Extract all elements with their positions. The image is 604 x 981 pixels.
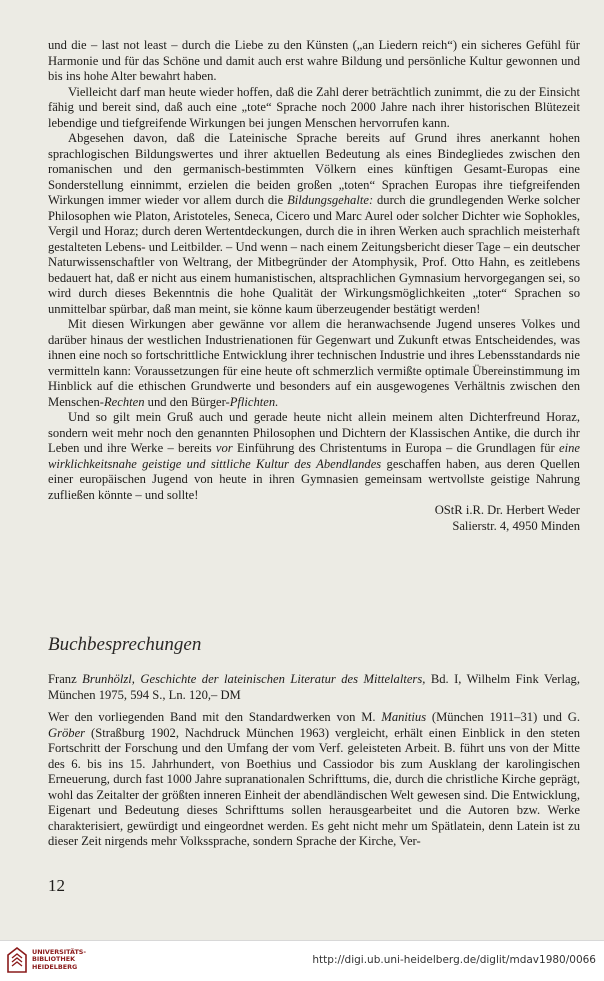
- paragraph-text: Und so gilt mein Gruß auch und gerade heute nicht allein meinem alten Dichterfreund Horaz, sondern weit mehr noch den genannten Philosophen und Dichtern der Klassischen Antike, die durch ihr Leben und ihre Werke – bereits: [48, 410, 580, 455]
- emphasis: Manitius: [381, 710, 427, 724]
- emphasis: Rechten: [103, 394, 145, 409]
- review-body: [48, 710, 580, 850]
- paragraph-text: Einführung des Christentums in Europa – die Grundlagen für: [232, 441, 560, 455]
- paragraph-3: [48, 131, 580, 317]
- paragraph-text: geschaffen haben, aus deren Quellen einer europäischen Jugend von heute in ihren Gymnasien gemeinsam wertvollste geistige Nahrung zufließen könnte – und sollte!: [48, 456, 580, 502]
- logo-line: BIBLIOTHEK: [32, 955, 76, 964]
- permalink-url[interactable]: http://digi.ub.uni-heidelberg.de/diglit/mdav1980/0066: [312, 954, 596, 966]
- paragraph-2: [48, 85, 580, 132]
- paragraph-text: und den Bürger-: [144, 394, 230, 409]
- paragraph-text: (München 1911–31) und G.: [426, 710, 580, 724]
- logo-line: HEIDELBERG: [32, 962, 78, 971]
- paragraph-4: [48, 317, 580, 410]
- library-logo-icon: [6, 946, 28, 974]
- paragraph-1: [48, 38, 580, 85]
- book-details: Bd. I, Wilhelm Fink Verlag, München 1975, 594 S., Ln. 120,– DM: [48, 672, 580, 702]
- signature-name: OStR i.R. Dr. Herbert Weder: [434, 503, 580, 517]
- viewer-footer: [0, 940, 604, 981]
- essay-body: [48, 38, 580, 534]
- library-logo-text: [32, 949, 86, 971]
- section-title: Buchbesprechungen: [48, 634, 202, 655]
- paragraph-text: und die – last not least – durch die Liebe zu den Künsten („an Liedern reich“) ein sicheres Gefühl für Harmonie und für das Schöne und damit auch erst wahre Bildung und persönliche Kultur gewonnen und bis ins hohe Alter bewahrt haben.: [48, 38, 580, 83]
- paragraph-text: durch die grundlegenden Werke solcher Philosophen wie Platon, Aristoteles, Seneca, Cicero und Marc Aurel oder solcher Dichter wie Sophokles, Vergil und Horaz; durch deren Wertentdeckungen, durch die in ihren Werken auch sprachlich meisterhaft gestalteten Lebens- und Leitbilder. – Und wenn – nach einem Zeitungsbericht dieser Tage – ein deutscher Naturwissenschaftler von Weltrang, der Mitbegründer der Atomphysik, Prof. Otto Hahn, es zeitlebens bedauert hat, daß er nicht aus einem humanistischen, altsprachlichen Gymnasium hervorgegangen sei, so wird durch dieses Bekenntnis die hohe Qualität der Wirkungsmöglichkeiten „toter“ Sprachen so unmittelbar spürbar, daß man meint, sie könne kaum überzeugender bestätigt werden!: [48, 193, 580, 316]
- signature-address: Salierstr. 4, 4950 Minden: [452, 518, 580, 533]
- book-citation: [48, 672, 580, 703]
- paragraph-text: Wer den vorliegenden Band mit den Standardwerken von M.: [48, 710, 382, 724]
- library-logo[interactable]: [6, 946, 86, 974]
- paragraph-text: (Straßburg 1902, Nachdruck München 1963) vergleicht, erhält einen Einblick in den steten Fortschritt der Forschung und den Umfang der vom Verf. geleisteten Arbeit. B. führt uns von der Mitte des 6. bis ins 15. Jahrhundert, von Boethius und Cassiodor bis zum Ausklang der karolingischen Erneuerung, durch fast 1000 Jahre supranationalen Schrifttums, die, durch die christliche Kirche geprägt, wohl das Zeitalter der größten inneren Einheit der abendländischen Welt gewesen sind. Die Entwicklung, Eigenart und Bedeutung dieses Schrifttums sollen herausgearbeitet und die Autoren bzw. Werke charakterisiert, gewürdigt und eingeordnet werden. Es geht nicht mehr um Spätlatein, denn Latein ist zu dieser Zeit nirgends mehr Volkssprache, sondern Sprache der Kirche, Ver-: [48, 725, 580, 848]
- emphasis: Bildungsgehalte:: [287, 193, 374, 207]
- logo-line: UNIVERSITÄTS-: [32, 947, 87, 956]
- emphasis: vor: [215, 441, 233, 455]
- emphasis: Gröber: [48, 725, 86, 740]
- paragraph-5: [48, 410, 580, 503]
- paragraph-text: Vielleicht darf man heute wieder hoffen, daß die Zahl derer beträchtlich zunimmt, die zu der Einsicht fähig und bereit sind, daß auch eine „tote“ Sprache noch 2000 Jahre nach ihrer historischen Blütezeit lebendige und tiefgreifende Wirkungen bei jungen Menschen hervorrufen kann.: [48, 84, 580, 130]
- paragraph-text: Abgesehen davon, daß die Lateinische Sprache bereits auf Grund ihres anerkannt hohen sprachlogischen Bildungswertes und ihrer aktuellen Bedeutung als eines Bindegliedes zwischen den romanischen und den germanisch-bestimmten Völkern eines künftigen Gesamt-Europas eine Sonderstellung einnimmt, erzielen die beiden großen „toten“ Sprachen Europas ihre tiefgreifenden Wirkungen immer wieder vor allem durch die: [48, 131, 580, 207]
- emphasis: eine wirklichkeitsnahe geistige und sittliche Kultur des Abendlandes: [48, 441, 580, 471]
- author-first-name: Franz: [48, 672, 83, 686]
- emphasis: Pflichten.: [229, 394, 279, 409]
- review-paragraph: [48, 710, 580, 850]
- page-number: 12: [48, 876, 65, 895]
- book-title: Geschichte der lateinischen Literatur des Mittelalters,: [134, 672, 426, 686]
- paragraph-text: Mit diesen Wirkungen aber gewänne vor allem die heranwachsende Jugend unseres Volkes und darüber hinaus der westlichen Industrienationen für Gegenwart und Zukunft etwas Entscheidendes, was ihnen eine noch so fortschrittliche Entwicklung ihrer technischen Industrie und ihres Lebensstandards nie vermitteln kann: Voraussetzungen für eine heute oft schmerzlich vermißte optimale Übereinstimmung im Hinblick auf die ethischen Grundwerte und besonders auf ein ausgewogenes Verhältnis zwischen den Menschen-: [48, 317, 580, 409]
- author-last-name: Brunhölzl,: [82, 672, 135, 686]
